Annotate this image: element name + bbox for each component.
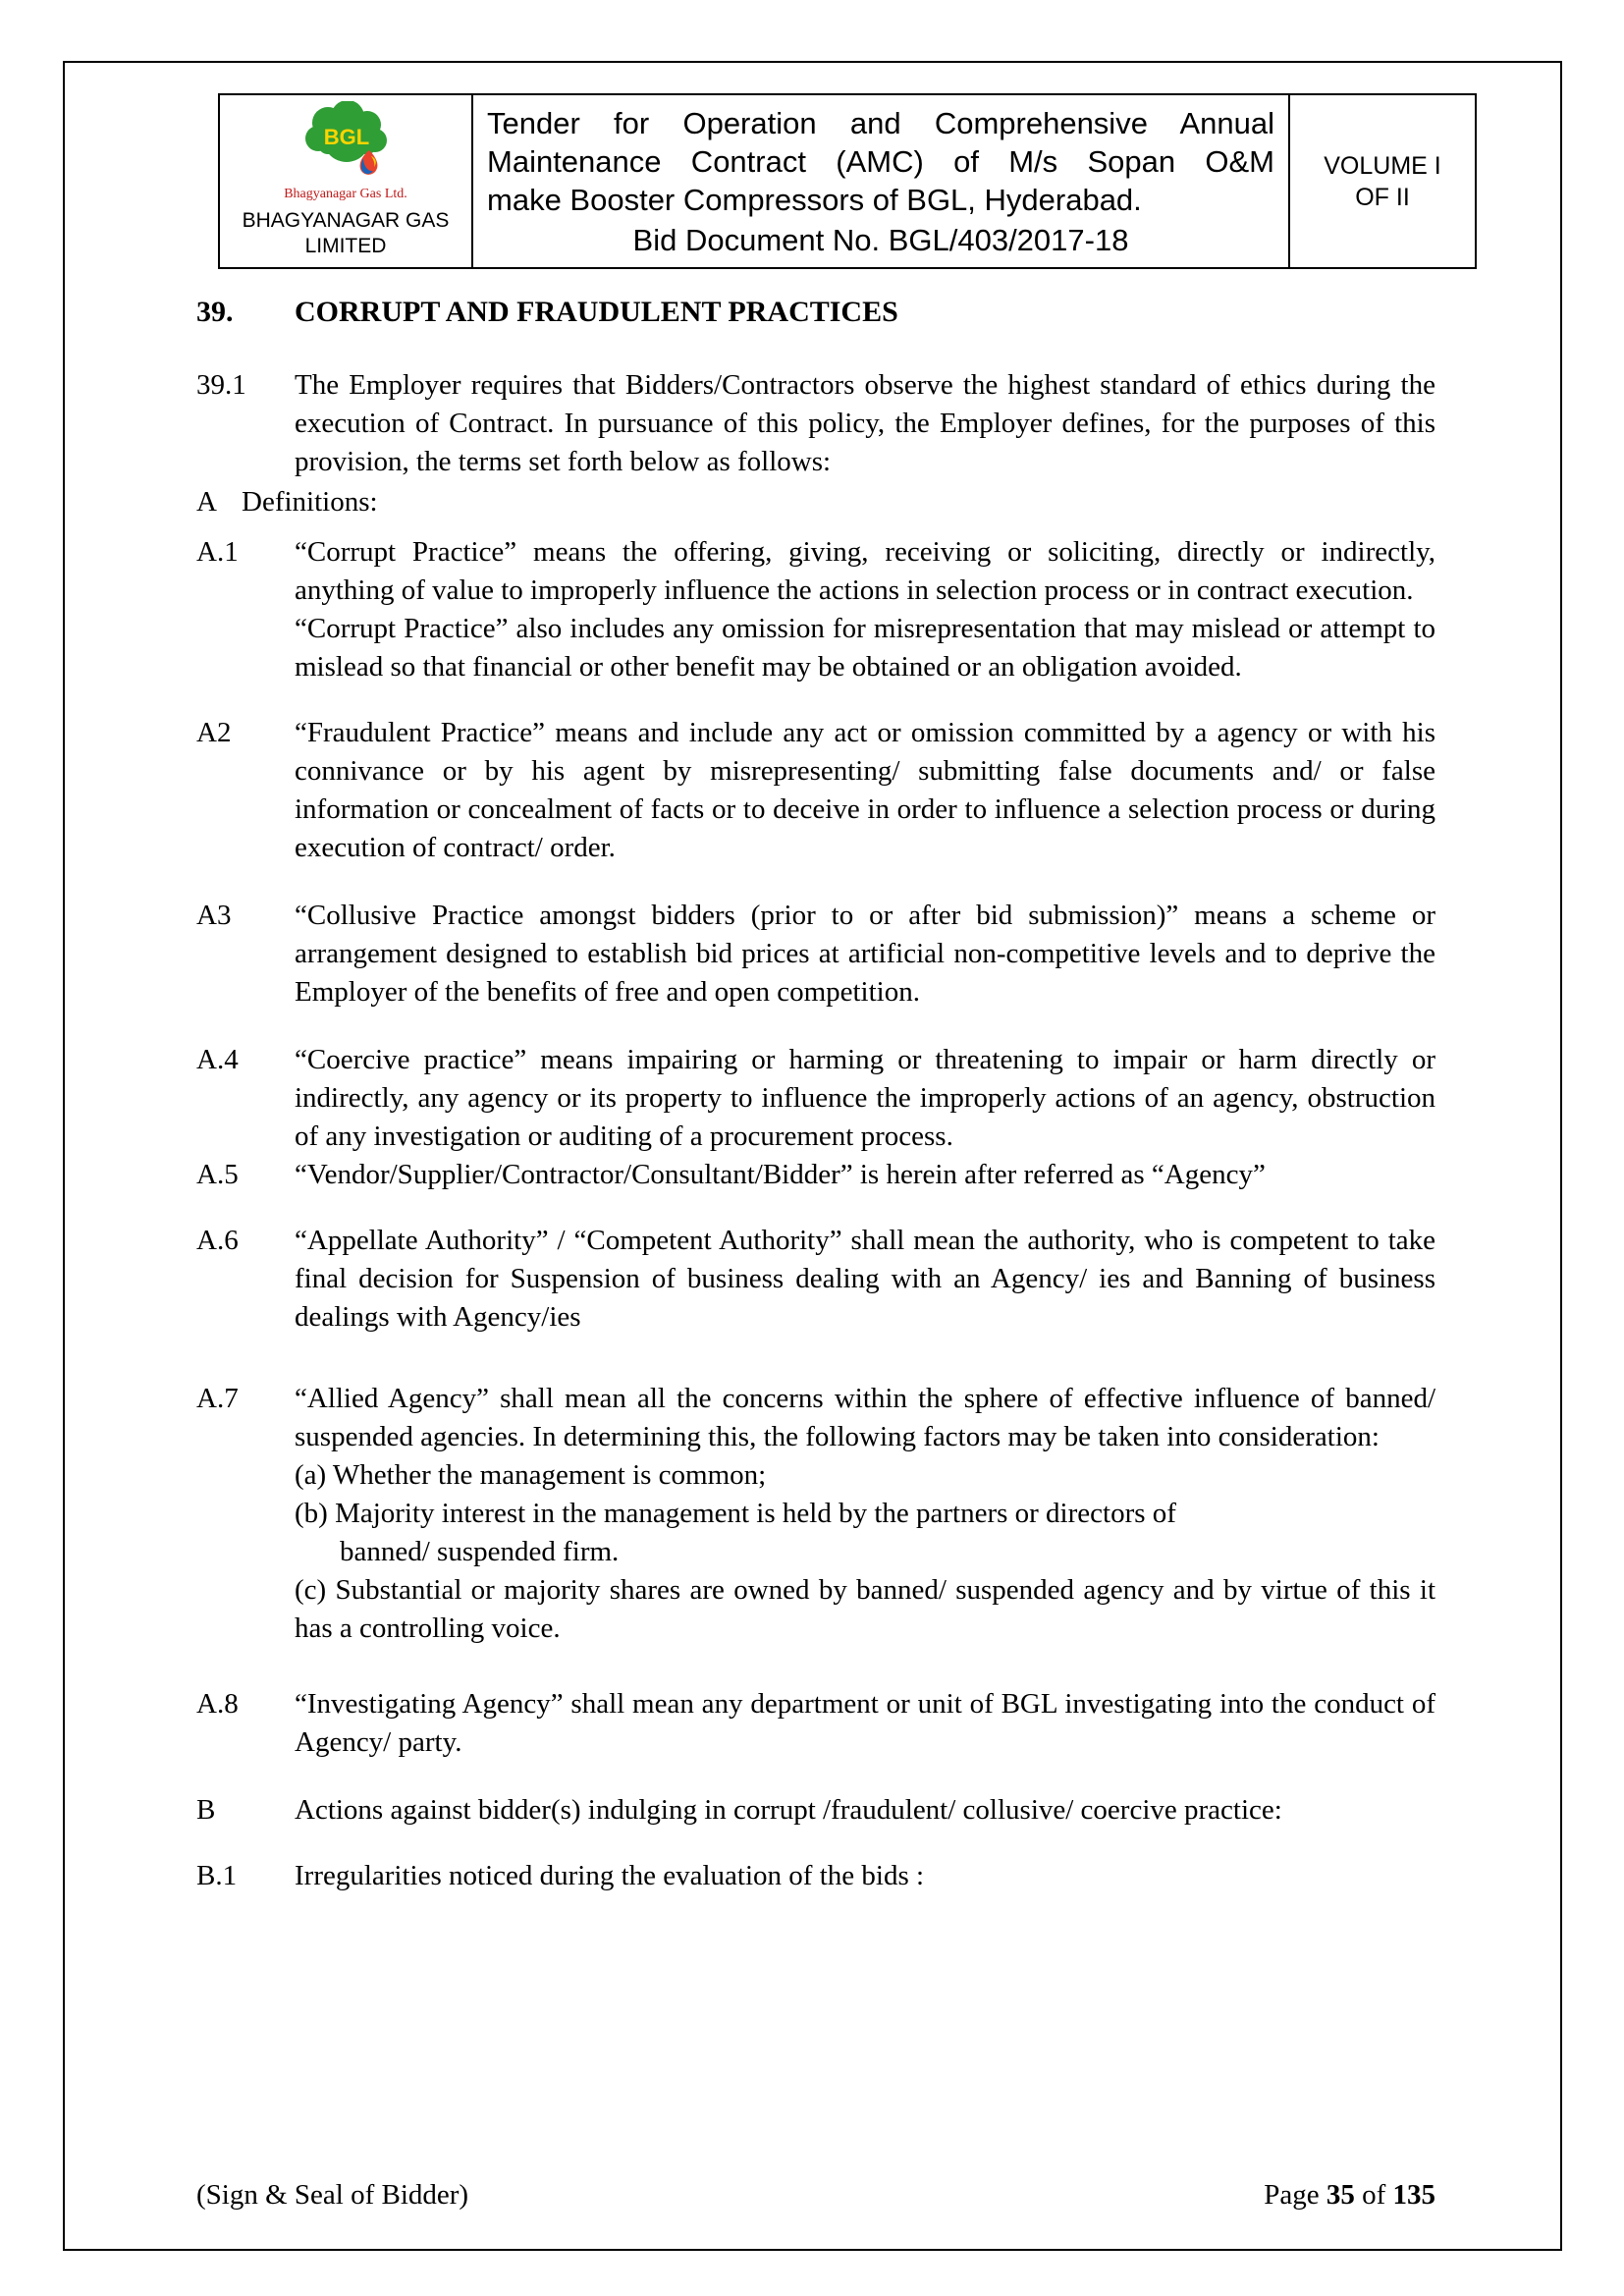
- logo-subtext: Bhagyanagar Gas Ltd.: [284, 187, 407, 201]
- clause-a7: [196, 1380, 1435, 1648]
- clause-a7-sub-a: (a) Whether the management is common;: [295, 1459, 767, 1491]
- clause-a1-paragraph1: “Corrupt Practice” means the offering, giving, receiving or soliciting, directly or indirectly, anything of value to improperly influence the actions in selection process or in contract execution.: [295, 536, 1435, 606]
- clause-text: “Vendor/Supplier/Contractor/Consultant/Bidder” is herein after referred as “Agency”: [295, 1159, 1266, 1190]
- clause-b1: [196, 1857, 1435, 1895]
- document-body: [196, 293, 1435, 1895]
- section-title: CORRUPT AND FRAUDULENT PRACTICES: [295, 296, 898, 328]
- clause-text: “Collusive Practice amongst bidders (prior to or after bid submission)” means a scheme or arrangement designed to establish bid prices at artificial non-competitive levels and to deprive the Employer of the benefits of free and open competition.: [295, 900, 1435, 1008]
- clause-a-definitions: [196, 483, 1435, 521]
- clause-a1-paragraph2: “Corrupt Practice” also includes any omission for misrepresentation that may mislead or attempt to mislead so that financial or other benefit may be obtained or an obligation avoided.: [295, 613, 1435, 683]
- clause-a6: [196, 1222, 1435, 1337]
- company-logo: [284, 101, 407, 202]
- tender-title-line2: Maintenance Contract (AMC) of M/s Sopan O&M: [487, 143, 1274, 179]
- title-cell: [472, 94, 1289, 268]
- clause-label: A.8: [196, 1688, 239, 1720]
- logo-cell: [219, 94, 472, 268]
- page-indicator: [1264, 2176, 1435, 2214]
- company-name-line1: BHAGYANAGAR GAS: [242, 209, 450, 232]
- clause-label: A.5: [196, 1159, 239, 1190]
- sign-seal-note: (Sign & Seal of Bidder): [196, 2179, 469, 2211]
- clause-text: Definitions:: [242, 486, 378, 518]
- bgl-logo-graphic: [295, 101, 397, 184]
- header-table: [218, 93, 1477, 269]
- clause-label: A: [196, 486, 217, 518]
- clause-a7-sub-b-continuation: banned/ suspended firm.: [340, 1536, 620, 1567]
- page-footer: [196, 2176, 1435, 2214]
- header-row: [219, 94, 1476, 268]
- clause-a5: [196, 1156, 1435, 1194]
- clause-a3: [196, 897, 1435, 1011]
- tender-title-line3: make Booster Compressors of BGL, Hyderabad.: [487, 182, 1142, 217]
- volume-cell: [1289, 94, 1476, 268]
- volume-line2: OF II: [1355, 183, 1410, 211]
- clause-a8: [196, 1685, 1435, 1762]
- clause-text: “Appellate Authority” / “Competent Authority” shall mean the authority, who is competent to take final decision for Suspension of business dealing with an Agency/ ies and Banning of business dealings with Agency/ies: [295, 1225, 1435, 1333]
- clause-label: A3: [196, 900, 232, 931]
- clause-39-1: [196, 366, 1435, 481]
- clause-text: Irregularities noticed during the evaluation of the bids :: [295, 1860, 925, 1891]
- page-total: 135: [1392, 2179, 1435, 2211]
- tender-title-line1: Tender for Operation and Comprehensive Annual: [487, 105, 1274, 140]
- clause-text: “Fraudulent Practice” means and include any act or omission committed by a agency or with his connivance or by his agent by misrepresenting/ submitting false documents and/ or false information or concealment of facts or to deceive in order to influence a selection process or during execution of contract/ order.: [295, 717, 1435, 863]
- clause-text: [295, 1380, 1435, 1648]
- clause-text: “Coercive practice” means impairing or harming or threatening to impair or harm directly or indirectly, any agency or its property to influence the improperly actions of an agency, obstruction of any investigation or auditing of a procurement process.: [295, 1044, 1435, 1152]
- of-word: of: [1362, 2179, 1386, 2211]
- clause-a2: [196, 714, 1435, 867]
- clause-a4: [196, 1041, 1435, 1156]
- volume-line1: VOLUME I: [1324, 151, 1441, 180]
- clause-text: The Employer requires that Bidders/Contractors observe the highest standard of ethics during the execution of Contract. In pursuance of this policy, the Employer defines, for the purposes of this provision, the terms set forth below as follows:: [295, 369, 1435, 477]
- clause-label: A.1: [196, 536, 239, 568]
- clause-label: A.4: [196, 1044, 239, 1075]
- clause-a7-paragraph: “Allied Agency” shall mean all the concerns within the sphere of effective influence of banned/ suspended agencies. In determining this, the following factors may be taken into consideration:: [295, 1383, 1435, 1452]
- bid-document-number: Bid Document No. BGL/403/2017-18: [632, 222, 1129, 257]
- section-number: 39.: [196, 296, 234, 328]
- company-name-line2: LIMITED: [304, 235, 387, 257]
- logo-acronym: BGL: [323, 125, 370, 149]
- clause-b: [196, 1791, 1435, 1830]
- page-number: 35: [1326, 2179, 1355, 2211]
- section-heading: [196, 293, 1435, 331]
- clause-label: A2: [196, 717, 232, 748]
- clause-label: A.7: [196, 1383, 239, 1414]
- clause-label: B: [196, 1794, 216, 1826]
- company-name: [224, 208, 467, 259]
- clause-a1: [196, 533, 1435, 686]
- clause-label: B.1: [196, 1860, 238, 1891]
- clause-text: Actions against bidder(s) indulging in corrupt /fraudulent/ collusive/ coercive practice:: [295, 1794, 1282, 1826]
- clause-text: [295, 533, 1435, 686]
- clause-a7-sub-b: (b) Majority interest in the management is held by the partners or directors of: [295, 1498, 1176, 1529]
- clause-a7-sub-c: (c) Substantial or majority shares are owned by banned/ suspended agency and by virtue of this it has a controlling voice.: [295, 1574, 1435, 1644]
- page-word: Page: [1264, 2179, 1320, 2211]
- clause-label: A.6: [196, 1225, 239, 1256]
- clause-label: 39.1: [196, 369, 246, 401]
- clause-text: “Investigating Agency” shall mean any department or unit of BGL investigating into the conduct of Agency/ party.: [295, 1688, 1435, 1758]
